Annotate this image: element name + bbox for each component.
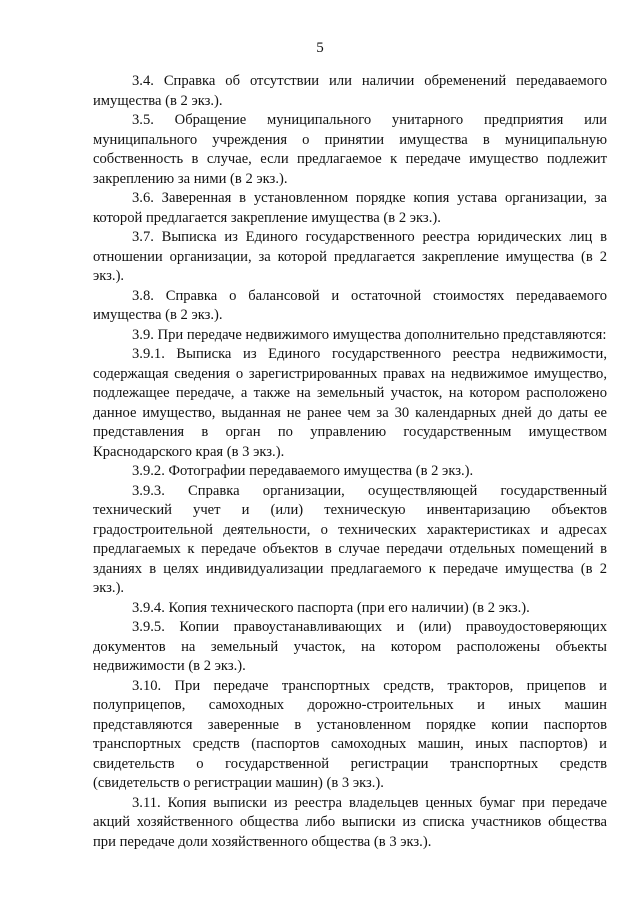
paragraph-3-5: 3.5. Обращение муниципального унитарного предприятия или муниципального учреждения о принятии имущества в муниципальную собственность в случае, если предлагаемое к передаче имущество подлежит закреплению за ними (в 2 экз.). [93, 112, 607, 187]
page-number: 5 [316, 40, 324, 56]
paragraph-3-10: 3.10. При передаче транспортных средств, тракторов, прицепов и полуприцепов, самоходных дорожно-строительных и иных машин представляются заверенные в установленном порядке копии паспортов транспортных средств (паспортов самоходных машин, иных паспортов) и свидетельств о государственной регистрации транспортных средств (свидетельств о регистрации машин) (в 3 экз.). [93, 677, 607, 791]
paragraph-3-9-1: 3.9.1. Выписка из Единого государственного реестра недвижимости, содержащая сведения о зарегистрированных правах на недвижимое имущество, подлежащее передаче, а также на земельный участок, на котором расположено данное имущество, выданная не ранее чем за 30 календарных дней до даты ее представления в орган по управлению государственным имуществом Краснодарского края (в 3 экз.). [93, 346, 607, 460]
paragraph-3-9: 3.9. При передаче недвижимого имущества дополнительно представляются: [132, 326, 607, 343]
document-body [93, 72, 607, 852]
paragraph-3-4: 3.4. Справка об отсутствии или наличии обременений передаваемого имущества (в 2 экз.). [93, 73, 607, 109]
paragraph-3-9-2: 3.9.2. Фотографии передаваемого имущества (в 2 экз.). [132, 463, 474, 479]
paragraph-3-9-5: 3.9.5. Копии правоустанавливающих и (или) правоудостоверяющих документов на земельный участок, на котором расположены объекты недвижимости (в 2 экз.). [93, 619, 607, 674]
paragraph-3-7: 3.7. Выписка из Единого государственного реестра юридических лиц в отношении организации, за которой предлагается закрепление имущества (в 2 экз.). [93, 229, 607, 284]
paragraph-3-8: 3.8. Справка о балансовой и остаточной стоимостях передаваемого имущества (в 2 экз.). [93, 287, 607, 323]
paragraph-3-9-4: 3.9.4. Копия технического паспорта (при его наличии) (в 2 экз.). [132, 599, 530, 616]
paragraph-3-11: 3.11. Копия выписки из реестра владельцев ценных бумаг при передаче акций хозяйственного общества либо выписки из списка участников общества при передаче доли хозяйственного общества (в 3 экз.). [93, 794, 607, 850]
paragraph-3-6: 3.6. Заверенная в установленном порядке копия устава организации, за которой предлагается закрепление имущества (в 2 экз.). [93, 190, 607, 226]
paragraph-3-9-3: 3.9.3. Справка организации, осуществляющей государственный технический учет и (или) техническую инвентаризацию объектов градостроительной деятельности, о технических характеристиках и адресах предлагаемых к передаче объектов в случае передачи отдельных помещений в зданиях в целях индивидуализации предлагаемого к передаче имущества (в 2 экз.). [93, 482, 607, 596]
